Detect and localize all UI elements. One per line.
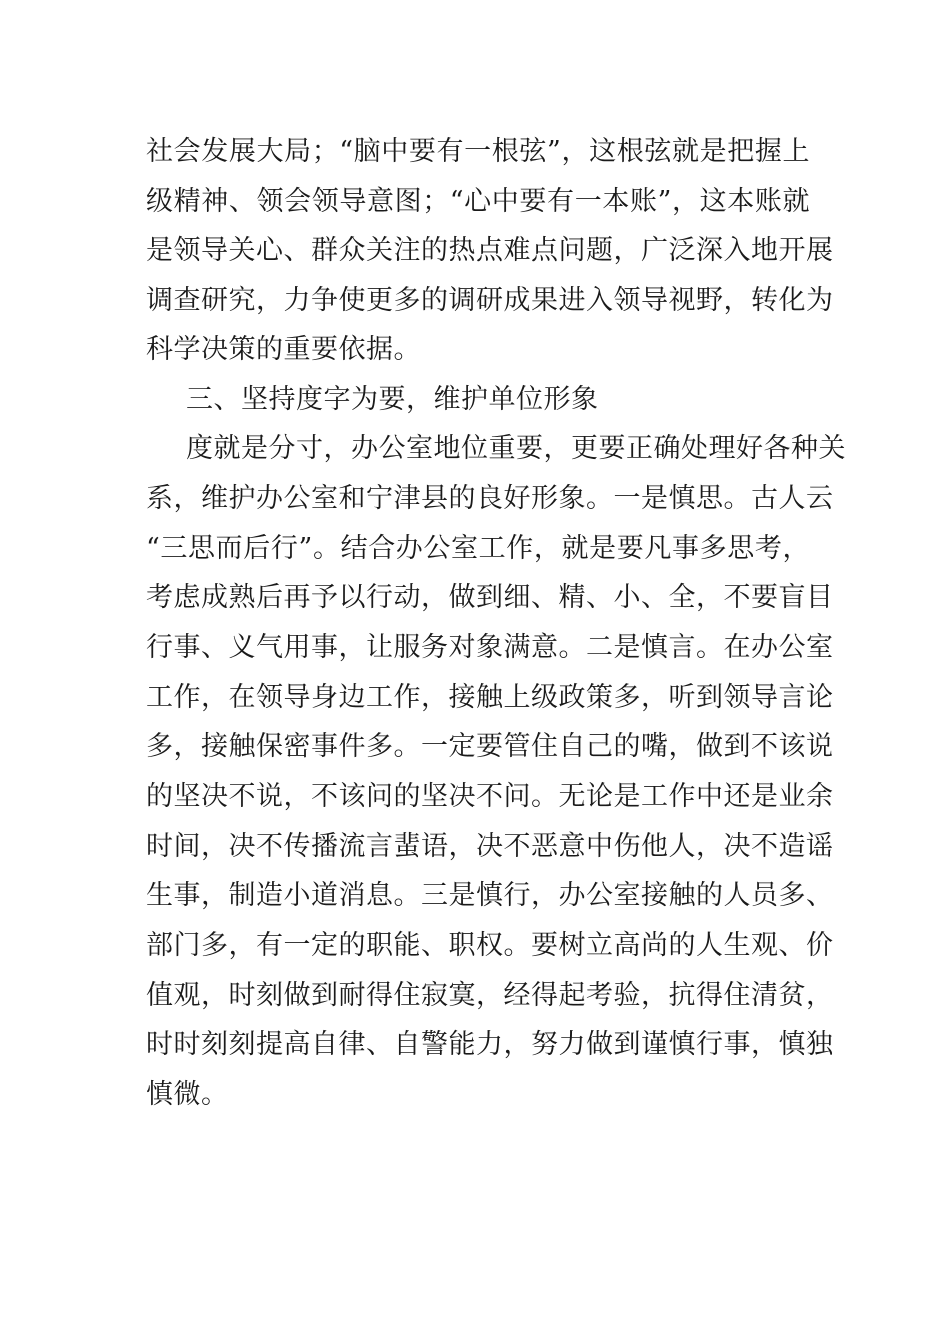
paragraph-line: 调查研究，力争使更多的调研成果进入领导视野，转化为 <box>146 285 834 316</box>
paragraph-line: 级精神、领会领导意图；“心中要有一本账”，这本账就 <box>146 186 810 217</box>
paragraph-line: 部门多，有一定的职能、职权。要树立高尚的人生观、价 <box>146 930 834 961</box>
section-heading: 三、坚持度字为要，维护单位形象 <box>186 384 599 415</box>
paragraph-line: 系，维护办公室和宁津县的良好形象。一是慎思。古人云 <box>146 483 834 514</box>
paragraph-line: 时时刻刻提高自律、自警能力，努力做到谨慎行事，慎独 <box>146 1029 834 1060</box>
paragraph-line: “三思而后行”。结合办公室工作，就是要凡事多思考， <box>146 533 810 564</box>
paragraph-line: 考虑成熟后再予以行动，做到细、精、小、全，不要盲目 <box>146 582 834 613</box>
paragraph-line: 多，接触保密事件多。一定要管住自己的嘴，做到不该说 <box>146 731 834 762</box>
paragraph-line: 生事，制造小道消息。三是慎行，办公室接触的人员多、 <box>146 880 834 911</box>
paragraph-line: 时间，决不传播流言蜚语，决不恶意中伤他人，决不造谣 <box>146 831 834 862</box>
paragraph-line: 社会发展大局；“脑中要有一根弦”，这根弦就是把握上 <box>146 136 810 167</box>
paragraph-line: 工作，在领导身边工作，接触上级政策多，听到领导言论 <box>146 682 834 713</box>
paragraph-line: 的坚决不说，不该问的坚决不问。无论是工作中还是业余 <box>146 781 834 812</box>
paragraph-line: 慎微。 <box>146 1079 229 1110</box>
paragraph-line: 科学决策的重要依据。 <box>146 334 421 365</box>
paragraph-line: 是领导关心、群众关注的热点难点问题，广泛深入地开展 <box>146 235 834 266</box>
paragraph-line: 行事、义气用事，让服务对象满意。二是慎言。在办公室 <box>146 632 834 663</box>
paragraph-line: 值观，时刻做到耐得住寂寞，经得起考验，抗得住清贫， <box>146 980 834 1011</box>
paragraph-line: 度就是分寸，办公室地位重要，更要正确处理好各种关 <box>186 433 846 464</box>
